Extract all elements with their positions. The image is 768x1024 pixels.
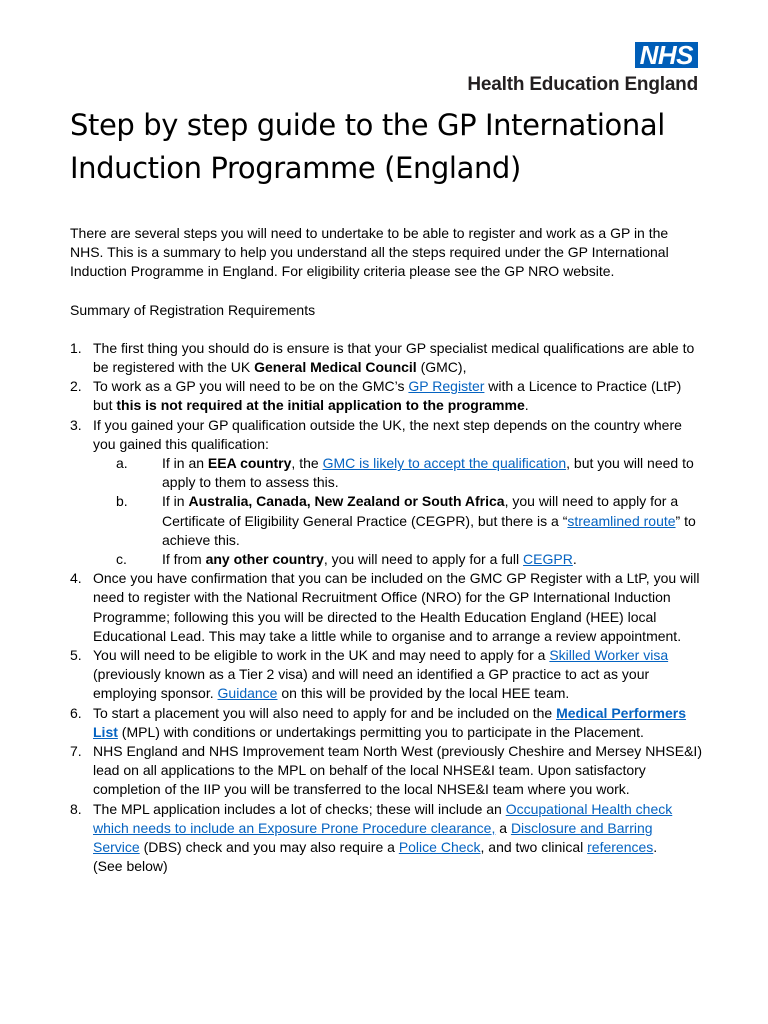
skilled-worker-visa-link[interactable]: Skilled Worker visa (549, 647, 669, 664)
hee-logo (467, 42, 698, 96)
sub-letter: c. (116, 551, 127, 568)
sub-text: If in an (162, 455, 208, 472)
summary-heading: Summary of Registration Requirements (70, 301, 316, 318)
step-text: (previously known as a Tier 2 visa) and will need an identified a GP practice to act as your employing sponsor. (93, 666, 650, 702)
gmc-accept-qualification-link[interactable]: GMC is likely to accept the qualification (322, 455, 567, 472)
step-text: To work as a GP you will need to be on the GMC’s (93, 378, 409, 395)
step-text: The MPL application includes a lot of checks; these will include an (93, 800, 506, 817)
step-text: . (524, 397, 529, 414)
step-4 (70, 569, 702, 646)
sub-bold: Australia, Canada, New Zealand or South Africa (188, 493, 505, 510)
step-6 (70, 704, 702, 742)
org-name: Health Education England (467, 74, 698, 95)
sub-text: . (572, 551, 577, 568)
step-number: 1. (70, 339, 82, 356)
sub-text: , the (291, 455, 323, 472)
step-number: 6. (70, 704, 82, 721)
cegpr-link[interactable]: CEGPR (523, 551, 573, 568)
step-text: . (653, 839, 658, 856)
step-text: on this will be provided by the local HEE team. (277, 685, 570, 702)
sub-letter: a. (116, 455, 128, 472)
sub-text: , but you will need to apply to them to assess this. (162, 455, 694, 491)
nhs-logo: NHS (635, 42, 698, 68)
step-text: (GMC), (416, 359, 467, 376)
occupational-health-check-link[interactable]: Occupational Health check which needs to include an Exposure Prone Procedure clearance, (93, 800, 673, 836)
sub-text: If in (162, 493, 189, 510)
medical-performers-list-link[interactable]: Medical Performers List (93, 704, 687, 740)
step-text: with a Licence to Practice (LtP) but (93, 378, 682, 414)
sub-bold: any other country (205, 551, 324, 568)
step-number: 4. (70, 570, 82, 587)
sub-text: , you will need to apply for a Certificate of Eligibility General Practice (CEGPR), but there is a “ (162, 493, 679, 529)
step-text: , and two clinical (480, 839, 588, 856)
step-text: a (495, 819, 511, 836)
sub-bold: EEA country (207, 455, 292, 472)
step-2 (70, 377, 702, 415)
step-number: 5. (70, 647, 82, 664)
page-title: Step by step guide to the GP International Induction Programme (England) (70, 108, 665, 185)
step-number: 7. (70, 743, 82, 760)
step-text: To start a placement you will also need to apply for and be included on the (93, 704, 557, 721)
step-bold: General Medical Council (254, 359, 417, 376)
step-text: The first thing you should do is ensure is that your GP specialist medical qualifications are able to be registered with the UK (93, 339, 695, 376)
sub-item-b (93, 492, 702, 550)
streamlined-route-link[interactable]: streamlined route (567, 512, 676, 529)
sub-list (93, 454, 702, 569)
sub-item-a (93, 454, 702, 492)
step-number: 3. (70, 416, 82, 433)
sub-letter: b. (116, 493, 128, 510)
guidance-link[interactable]: Guidance (217, 685, 278, 702)
step-1 (70, 339, 702, 377)
intro-paragraph: There are several steps you will need to undertake to be able to register and work as a GP in the NHS. This is a summary to help you understand all the steps required under the GP International Induction Programme in England. For eligibility criteria please see the GP NRO website. (70, 225, 669, 280)
sub-item-c (93, 550, 702, 569)
step-5 (70, 646, 702, 704)
step-8 (70, 800, 702, 877)
step-text: NHS England and NHS Improvement team North West (previously Cheshire and Mersey NHSE&I) lead on all applications to the MPL on behalf of the local NHSE&I team. Upon satisfactory completion of the IIP you will be transferred to the local NHSE&I team where you work. (93, 743, 702, 798)
step-text: Once you have confirmation that you can be included on the GMC GP Register with a LtP, you will need to register with the National Recruitment Office (NRO) for the GP International Induction Programme; following this you will be directed to the Health Education England (HEE) local Educational Lead. This may take a little while to organise and to arrange a review appointment. (93, 570, 700, 644)
document-body (70, 224, 702, 877)
step-text: If you gained your GP qualification outside the UK, the next step depends on the country where you gained this qualification: (93, 416, 682, 452)
sub-text: If from (162, 551, 206, 568)
see-below-note: (See below) (93, 858, 168, 875)
step-text: (DBS) check and you may also require a (139, 839, 399, 856)
step-number: 2. (70, 378, 82, 395)
sub-text: ” to achieve this. (162, 512, 696, 548)
step-number: 8. (70, 800, 82, 817)
sub-text: , you will need to apply for a full (323, 551, 524, 568)
dbs-link[interactable]: Disclosure and Barring Service (93, 819, 653, 856)
gp-register-link[interactable]: GP Register (408, 378, 485, 395)
step-3 (70, 416, 702, 570)
step-7 (70, 742, 702, 800)
references-link[interactable]: references (587, 839, 654, 856)
step-bold: this is not required at the initial application to the programme (116, 397, 525, 414)
police-check-link[interactable]: Police Check (398, 839, 481, 856)
step-text: (MPL) with conditions or undertakings permitting you to participate in the Placement. (117, 723, 644, 740)
steps-list (70, 339, 702, 877)
step-text: You will need to be eligible to work in the UK and may need to apply for a (93, 647, 550, 664)
